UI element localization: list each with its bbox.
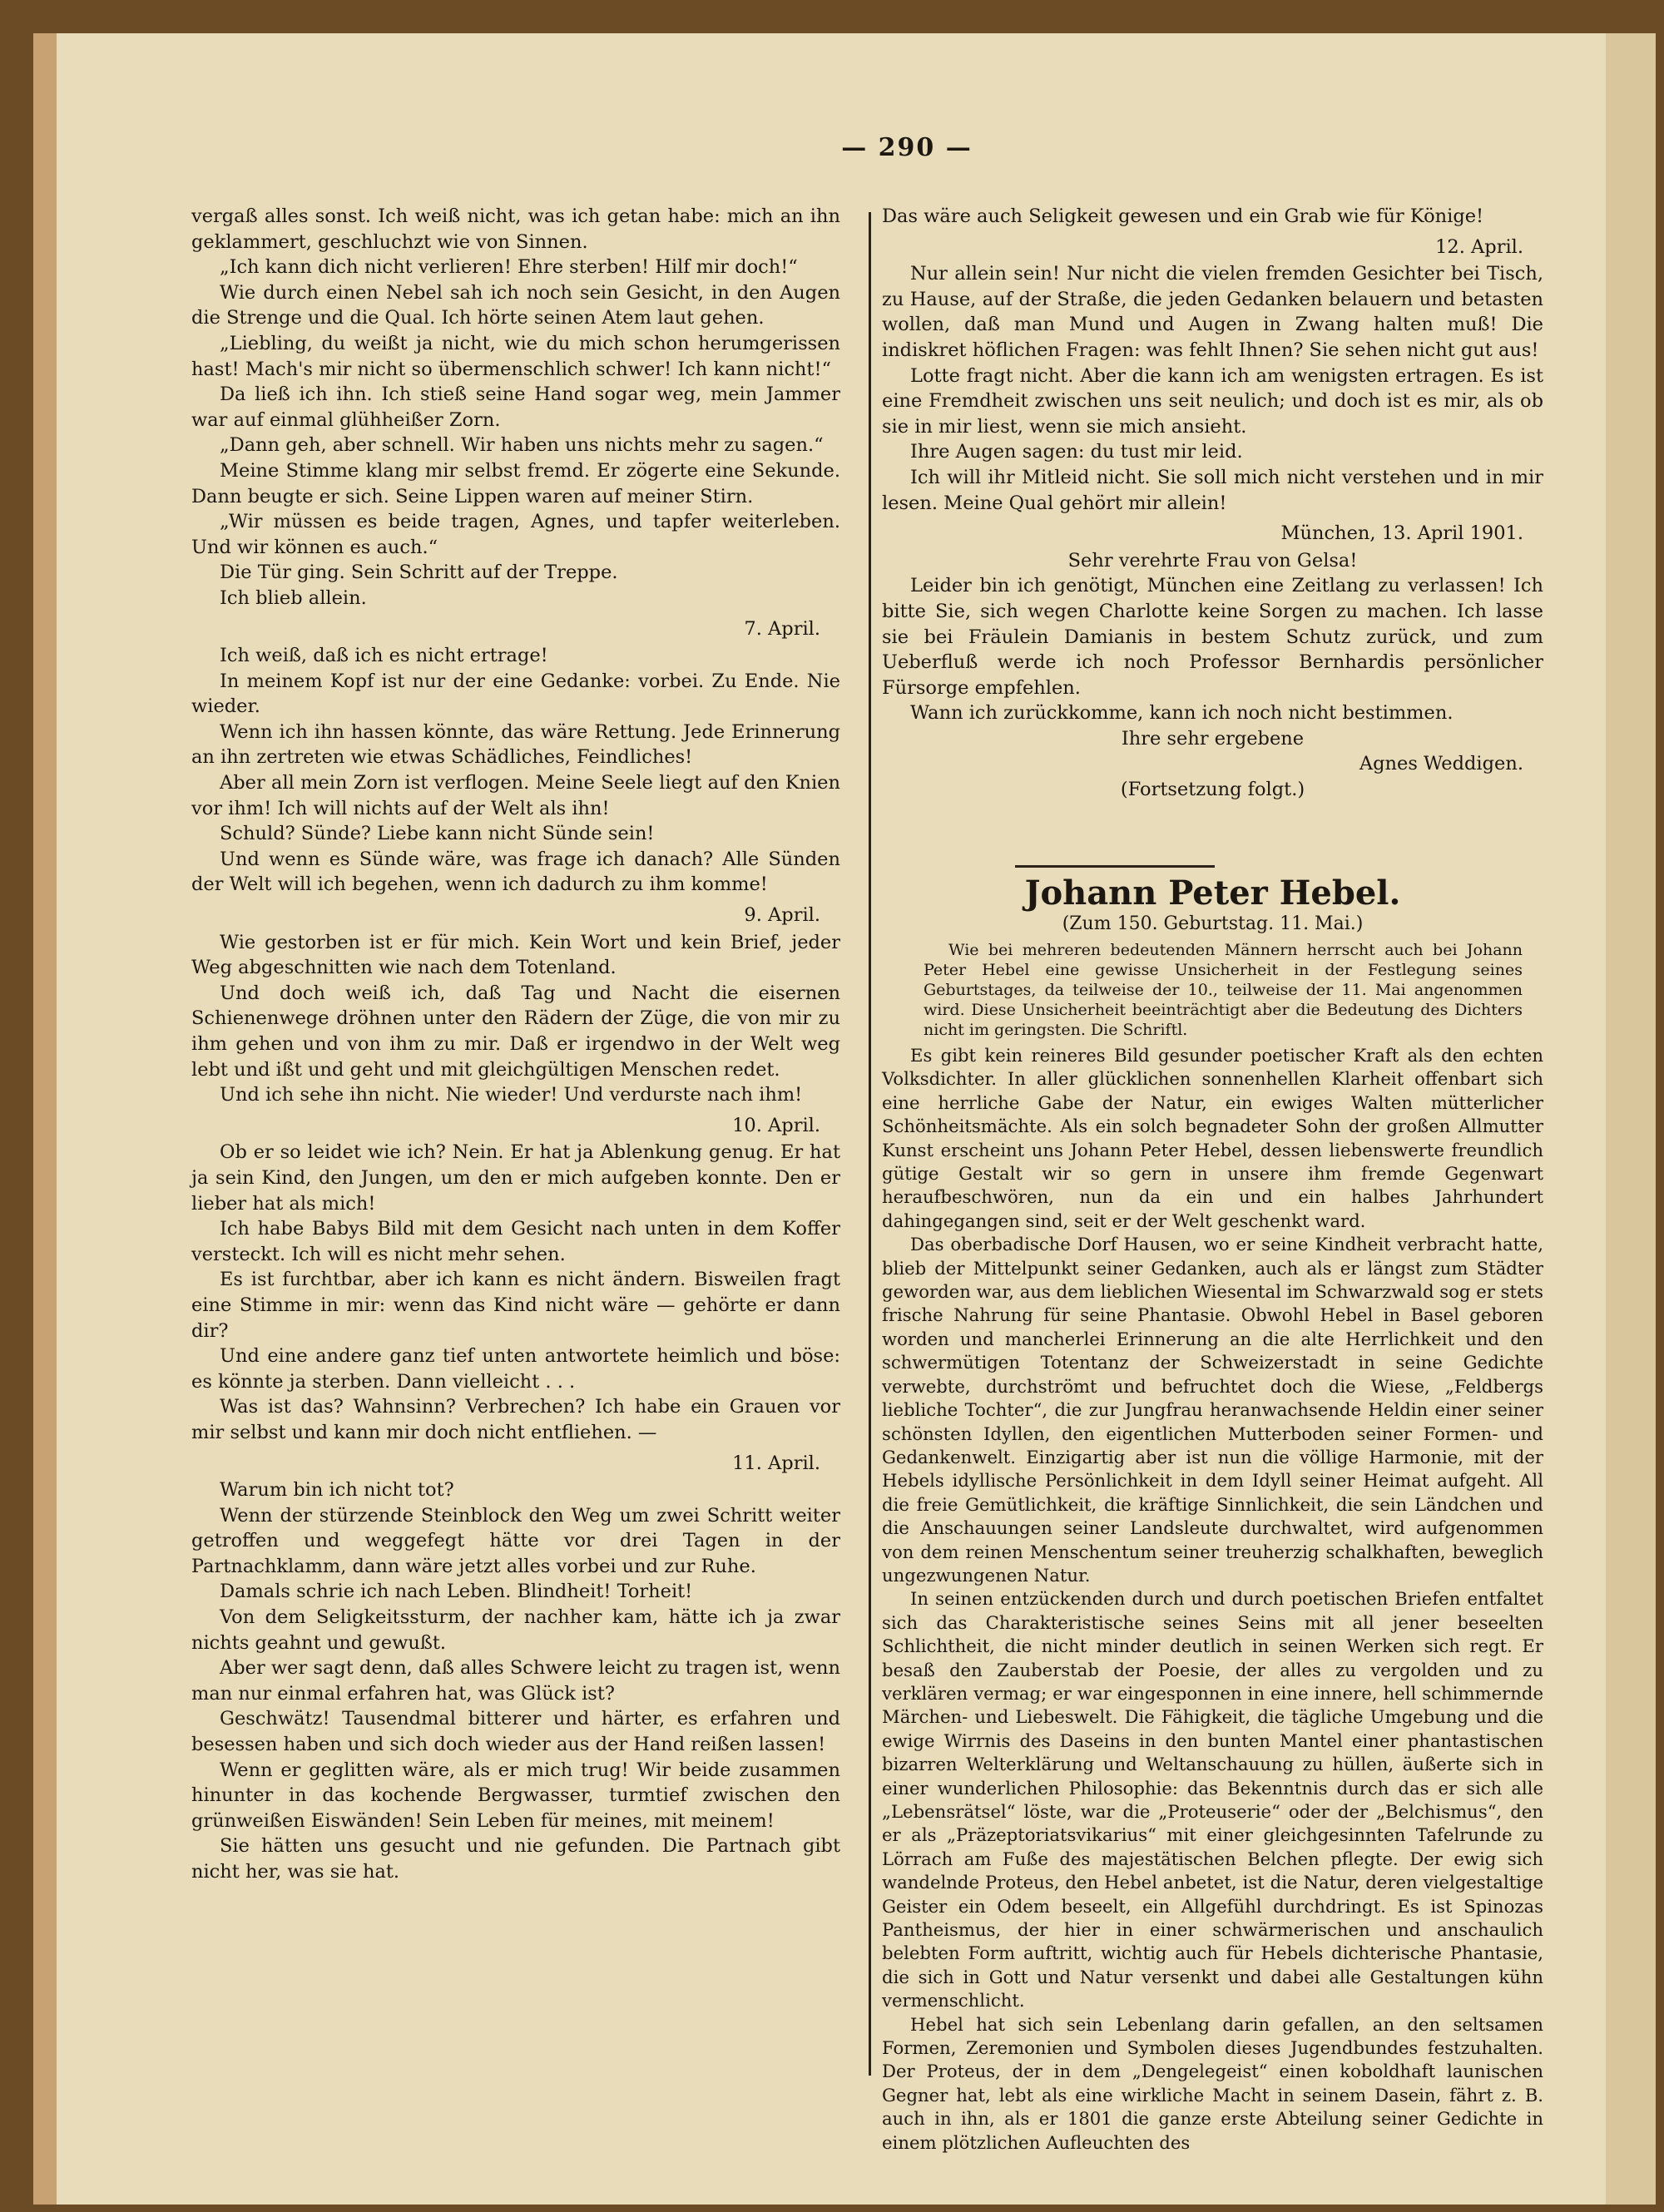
article-title: Johann Peter Hebel. <box>1024 873 1401 913</box>
paragraph: In meinem Kopf ist nur der eine Gedanke: vorbei. Zu Ende. Nie wieder. <box>191 670 840 718</box>
paragraph: „Liebling, du weißt ja nicht, wie du mich schon herumgerissen hast! Mach's mir nicht so übermenschlich schwer! Ich kann nicht!“ <box>191 332 840 380</box>
date-line: München, 13. April 1901. <box>1280 522 1523 545</box>
paragraph: Ich will ihr Mitleid nicht. Sie soll mich nicht verstehen und in mir lesen. Meine Qual gehört mir allein! <box>882 466 1543 514</box>
paragraph: Geschwätz! Tausendmal bitterer und härter, es erfahren und besessen haben und sich doch wieder aus der Hand reißen lassen! <box>191 1708 840 1756</box>
date-line: 10. April. <box>732 1114 820 1136</box>
paragraph: In seinen entzückenden durch und durch poetischen Briefen entfaltet sich das Charakteristische seines Seins mit all jener beseelten Schlichtheit, die nicht minder deutlich in seinen Werken sich regt. Er besaß den Zauberstab der Poesie, der alles zu vergolden und zu verklären vermag; er war eingesponnen in eine innere, hell schimmernde Märchen- und Liebeswelt. Die Fähigkeit, die tägliche Umgebung und die ewige Wirrnis des Daseins in den bunten Mantel einer phantastischen bizarren Welterklärung und Weltanschauung zu hüllen, äußerte sich in einer wunderlichen Philosophie: das Bekenntnis durch das er sich alle „Lebensrätsel“ löste, war die „Proteuserie“ oder der „Belchismus“, den er als „Präzeptoriatsvikarius“ mit einer gleichgesinnten Tafelrunde zu Lörrach am Fuße des majestätischen Belchen pflegte. Der ewig sich wandelnde Proteus, den Hebel anbetet, ist die Natur, deren vielgestaltige Geister ein Odem beseelt, ein Allgefühl durchdringt. Es ist Spinozas Pantheismus, der hier in einer schwärmerischen und anschaulich belebten Form auftritt, wichtig auch für Hebels dichterische Phantasie, die sich in Gott und Natur versenkt und dabei alle Gestaltungen kühn vermenschlicht. <box>882 1588 1543 2012</box>
date-line: 11. April. <box>732 1452 820 1474</box>
paragraph: Und eine andere ganz tief unten antwortete heimlich und böse: es könnte ja sterben. Dann vielleicht . . . <box>191 1345 840 1393</box>
paragraph: Wann ich zurückkomme, kann ich noch nicht bestimmen. <box>910 702 1454 725</box>
editorial-note <box>924 940 1523 1040</box>
paragraph: Wenn er geglitten wäre, als er mich trug! Wir beide zusammen hinunter in das kochende Bergwasser, turmtief zwischen den grünweißen Eiswänden! Sein Leben für meines, mit meinem! <box>191 1759 840 1832</box>
paragraph: Sehr verehrte Frau von Gelsa! <box>1067 549 1358 572</box>
right-column-diary <box>882 204 1543 803</box>
paragraph: Und doch weiß ich, daß Tag und Nacht die eisernen Schienenwege dröhnen unter den Rädern der Züge, die von mir zu ihm gehen und von ihm zu mir. Daß er irgendwo in der Welt weg lebt und ißt und geht und mit gleichgültigen Menschen redet. <box>191 982 840 1081</box>
paragraph: Leider bin ich genötigt, München eine Zeitlang zu verlassen! Ich bitte Sie, sich wegen Charlotte keine Sorgen zu machen. Ich lasse sie bei Fräulein Damianis in bestem Schutz zurück, und zum Ueberfluß werde ich noch Professor Bernhardis persönlicher Fürsorge empfehlen. <box>882 575 1543 699</box>
paragraph: Die Tür ging. Sein Schritt auf der Treppe. <box>220 562 618 584</box>
paragraph: vergaß alles sonst. Ich weiß nicht, was ich getan habe: mich an ihn geklammert, geschluchzt wie von Sinnen. <box>191 205 840 253</box>
article-subtitle: (Zum 150. Geburtstag. 11. Mai.) <box>1062 913 1364 934</box>
paragraph: Schuld? Sünde? Liebe kann nicht Sünde sein! <box>220 823 655 845</box>
paragraph: Hebel hat sich sein Lebenlang darin gefallen, an den seltsamen Formen, Zeremonien und Symbolen dieses Jugendbundes festzuhalten. Der Proteus, der in dem „Dengelegeist“ einen koboldhaft launischen Gegner hat, lebt als eine wirkliche Macht in seinem Dasein, fährt z. B. auch in ihn, als er 1801 die ganze erste Abteilung seiner Gedichte in einem plötzlichen Aufleuchten des <box>882 2013 1543 2153</box>
paragraph: Sie hätten uns gesucht und nie gefunden. Die Partnach gibt nicht her, was sie hat. <box>191 1835 840 1883</box>
paragraph: Ob er so leidet wie ich? Nein. Er hat ja Ablenkung genug. Er hat ja sein Kind, den Jungen, um den er mich aufgeben konnte. Den er lieber hat als mich! <box>191 1141 840 1215</box>
paragraph: Aber all mein Zorn ist verflogen. Meine Seele liegt auf den Knien vor ihm! Ich will nichts auf der Welt als ihn! <box>191 772 840 819</box>
paragraph: Da ließ ich ihn. Ich stieß seine Hand sogar weg, mein Jammer war auf einmal glühheißer Zorn. <box>191 384 840 431</box>
signature: Agnes Weddigen. <box>1359 753 1523 775</box>
paragraph: Das oberbadische Dorf Hausen, wo er seine Kindheit verbracht hatte, blieb der Mittelpunkt seiner Gedanken, auch als er längst zum Städter geworden war, aus dem lieblichen Wiesental im Schwarzwald sog er stets frische Nahrung für seine Phantasie. Obwohl Hebel in Basel geboren worden und mancherlei Erinnerung an die alte Herrlichkeit und den schwermütigen Totentanz der Schweizerstadt in seine Gedichte verwebte, durchströmt und befruchtet doch die Wiese, „Feldbergs liebliche Tochter“, die zur Jungfrau heranwachsende Heldin einer seiner schönsten Idyllen, den eigentlichen Mutterboden seiner Formen- und Gedankenwelt. Einzigartig aber ist nun die völlige Harmonie, mit der Hebels idyllische Persönlichkeit in dem Idyll seiner Heimat aufgeht. All die freie Gemütlichkeit, die kräftige Sinnlichkeit, die sein Ländchen und die Anschauungen seiner Landsleute durchwaltet, wird aufgenommen von dem reinen Menschentum seiner treuherzig schalkhaften, beweglich ungezwungenen Natur. <box>882 1234 1543 1586</box>
date-line: 7. April. <box>744 617 820 640</box>
book-edge <box>33 33 57 2205</box>
paragraph: Meine Stimme klang mir selbst fremd. Er zögerte eine Sekunde. Dann beugte er sich. Seine Lippen waren auf meiner Stirn. <box>191 459 840 507</box>
editorial-note-text: Wie bei mehreren bedeutenden Männern herrscht auch bei Johann Peter Hebel eine gewisse Unsicherheit in der Festlegung seines Geburtstages, da teilweise der 10., teilweise der 11. Mai angenommen wird. Diese Unsicherheit beeinträchtigt aber die Bedeutung des Dichters nicht im geringsten. Die Schriftl. <box>924 941 1523 1039</box>
paragraph: Es ist furchtbar, aber ich kann es nicht ändern. Bisweilen fragt eine Stimme in mir: wenn das Kind nicht wäre — gehörte er dann dir? <box>191 1269 840 1342</box>
paragraph: Ihre sehr ergebene <box>1121 727 1305 750</box>
paragraph: Und wenn es Sünde wäre, was frage ich danach? Alle Sünden der Welt will ich begehen, wenn ich dadurch zu ihm komme! <box>191 848 840 896</box>
newspaper-page <box>33 33 1656 2205</box>
paragraph: Ich blieb allein. <box>220 586 367 609</box>
date-line: 9. April. <box>744 904 820 927</box>
paragraph: Das wäre auch Seligkeit gewesen und ein Grab wie für Könige! <box>882 205 1484 227</box>
paragraph: Nur allein sein! Nur nicht die vielen fremden Gesichter bei Tisch, zu Hause, auf der Straße, die jeden Gedanken belauern und betasten wollen, daß man Mund und Augen in Zwang halten muß! Die indiskret höflichen Fragen: was fehlt Ihnen? Sie sehen nicht gut aus! <box>882 263 1543 361</box>
section-divider <box>1015 865 1215 868</box>
paragraph: Damals schrie ich nach Leben. Blindheit! Torheit! <box>220 1581 693 1603</box>
paragraph: Warum bin ich nicht tot? <box>220 1479 454 1502</box>
paragraph: Wenn der stürzende Steinblock den Weg um zwei Schritt weiter getroffen und weggefegt hätte vor drei Tagen in der Partnachklamm, dann wäre jetzt alles vorbei und zur Ruhe. <box>191 1504 840 1577</box>
page-gutter <box>1606 33 1656 2205</box>
paragraph: Was ist das? Wahnsinn? Verbrechen? Ich habe ein Grauen vor mir selbst und kann mir doch nicht entfliehen. — <box>191 1396 840 1443</box>
hebel-essay <box>882 1044 1543 2155</box>
page-number: — 290 — <box>841 133 973 162</box>
paragraph: Wie durch einen Nebel sah ich noch sein Gesicht, in den Augen die Strenge und die Qual. Ich hörte seinen Atem laut gehen. <box>191 281 840 329</box>
paragraph: Aber wer sagt denn, daß alles Schwere leicht zu tragen ist, wenn man nur einmal erfahren hat, was Glück ist? <box>191 1657 840 1705</box>
paragraph: (Fortsetzung folgt.) <box>1120 779 1305 801</box>
paragraph: Und ich sehe ihn nicht. Nie wieder! Und verdurste nach ihm! <box>220 1084 803 1106</box>
paragraph: Lotte fragt nicht. Aber die kann ich am wenigsten ertragen. Es ist eine Fremdheit zwischen uns seit neulich; und doch ist es mir, als ob sie in mir liest, wenn sie mich ansieht. <box>882 364 1543 438</box>
paragraph: Wenn ich ihn hassen könnte, das wäre Rettung. Jede Erinnerung an ihn zertreten wie etwas Schädliches, Feindliches! <box>191 720 840 769</box>
paragraph: „Wir müssen es beide tragen, Agnes, und tapfer weiterleben. Und wir können es auch.“ <box>191 511 840 558</box>
paragraph: Wie gestorben ist er für mich. Kein Wort und kein Brief, jeder Weg abgeschnitten wie nach dem Totenland. <box>191 931 840 979</box>
paragraph: „Ich kann dich nicht verlieren! Ehre sterben! Hilf mir doch!“ <box>220 256 798 279</box>
paragraph: Ich habe Babys Bild mit dem Gesicht nach unten in dem Koffer versteckt. Ich will es nicht mehr sehen. <box>191 1218 840 1265</box>
paragraph: „Dann geh, aber schnell. Wir haben uns nichts mehr zu sagen.“ <box>220 434 824 457</box>
paragraph: Es gibt kein reineres Bild gesunder poetischer Kraft als den echten Volksdichter. In aller glücklichen sonnenhellen Klarheit offenbart sich eine herrliche Gabe der Natur, ein ewiges Walten mütterlicher Schönheitsmächte. Als ein solch begnadeter Sohn der großen Allmutter Kunst erscheint uns Johann Peter Hebel, dessen liebenswerte freundlich gütige Gestalt wir so gern in unsere ihm fremde Gegenwart heraufbeschwören, nun da ein und ein halbes Jahrhundert dahingegangen sind, seit er der Welt geschenkt ward. <box>882 1045 1543 1231</box>
column-divider <box>869 212 871 2076</box>
paragraph: Ich weiß, daß ich es nicht ertrage! <box>220 645 548 667</box>
date-line: 12. April. <box>1435 235 1523 258</box>
left-column <box>191 204 840 1885</box>
paragraph: Von dem Seligkeitssturm, der nachher kam, hätte ich ja zwar nichts geahnt und gewußt. <box>191 1606 840 1654</box>
paragraph: Ihre Augen sagen: du tust mir leid. <box>910 441 1243 463</box>
